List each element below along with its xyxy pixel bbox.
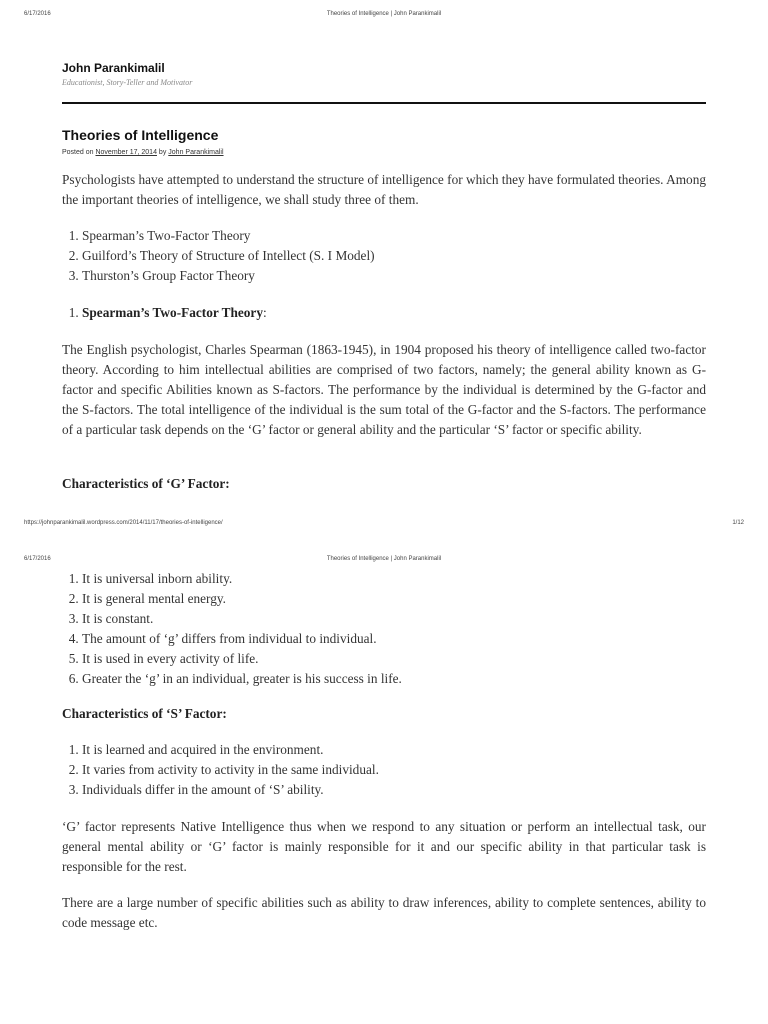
list-item: 2. It is general mental energy. bbox=[82, 589, 706, 609]
specific-block bbox=[62, 893, 706, 933]
section1-heading-block bbox=[62, 303, 706, 323]
section1-body-block bbox=[62, 340, 706, 440]
heading-colon: : bbox=[262, 305, 267, 320]
post-title: Theories of Intelligence bbox=[62, 127, 219, 143]
print-date: 6/17/2016 bbox=[24, 556, 51, 562]
section-heading: Spearman’s Two-Factor Theory bbox=[82, 305, 263, 320]
intro-block bbox=[62, 170, 706, 210]
post-author-link[interactable]: John Parankimalil bbox=[168, 149, 224, 156]
theories-list bbox=[62, 226, 706, 286]
list-item: 6. Greater the ‘g’ in an individual, greater is his success in life. bbox=[82, 669, 706, 689]
meta-prefix: Posted on bbox=[62, 149, 94, 156]
list-item: 3. Individuals differ in the amount of ‘S’ ability. bbox=[82, 780, 706, 800]
section1-paragraph: The English psychologist, Charles Spearman (1863-1945), in 1904 proposed his theory of intelligence called two-factor theory. According to him intellectual abilities are comprised of two factors, namely; the general ability known as G-factor and specific Abilities known as S-factors. The performance by the individual is determined by the G-factor and the S-factors. The total intelligence of the individual is the sum total of the G-factor and the S-factors. The performance of a particular task depends on the ‘G’ factor or general ability and the particular ‘S’ factor or specific ability. bbox=[62, 342, 706, 437]
post-date-link[interactable]: November 17, 2014 bbox=[95, 149, 157, 156]
post-meta bbox=[62, 149, 224, 156]
list-item: 1. It is universal inborn ability. bbox=[82, 569, 706, 589]
native-block bbox=[62, 817, 706, 877]
meta-by: by bbox=[158, 149, 167, 156]
list-item: 3. It is constant. bbox=[82, 609, 706, 629]
print-url: https://johnparankimalil.wordpress.com/2014/11/17/theories-of-intelligence/ bbox=[24, 520, 223, 526]
s-items-block bbox=[62, 740, 706, 800]
g-items-block bbox=[62, 569, 706, 689]
list-item: 3. Thurston’s Group Factor Theory bbox=[82, 266, 706, 286]
site-title[interactable]: John Parankimalil bbox=[62, 61, 165, 75]
print-title: Theories of Intelligence | John Parankimalil bbox=[326, 11, 442, 17]
s-factor-list bbox=[62, 740, 706, 800]
list-item: 1. Spearman’s Two-Factor Theory bbox=[82, 226, 706, 246]
section-heading-list bbox=[62, 303, 706, 323]
print-date: 6/17/2016 bbox=[24, 11, 51, 17]
print-page-number: 1/12 bbox=[732, 520, 744, 526]
print-title: Theories of Intelligence | John Parankimalil bbox=[326, 556, 442, 562]
specific-abilities-paragraph: There are a large number of specific abilities such as ability to draw inferences, ability to complete sentences, ability to code message etc. bbox=[62, 895, 706, 930]
native-intelligence-paragraph: ‘G’ factor represents Native Intelligence thus when we respond to any situation or perform an intellectual task, our general mental ability or ‘G’ factor is mainly responsible for it and our specific ability in that particular task is responsible for the rest. bbox=[62, 819, 706, 874]
g-heading-block bbox=[62, 474, 706, 494]
list-item: 5. It is used in every activity of life. bbox=[82, 649, 706, 669]
header-divider bbox=[62, 102, 706, 104]
list-item: 2. Guilford’s Theory of Structure of Intellect (S. I Model) bbox=[82, 246, 706, 266]
s-heading-block bbox=[62, 704, 706, 724]
g-factor-list bbox=[62, 569, 706, 689]
list-item: 2. It varies from activity to activity in the same individual. bbox=[82, 760, 706, 780]
list-item: 1. It is learned and acquired in the environment. bbox=[82, 740, 706, 760]
s-factor-heading: Characteristics of ‘S’ Factor: bbox=[62, 706, 227, 721]
intro-paragraph: Psychologists have attempted to understand the structure of intelligence for which they have formulated theories. Among the important theories of intelligence, we shall study three of them. bbox=[62, 172, 706, 207]
list-item: 4. The amount of ‘g’ differs from individual to individual. bbox=[82, 629, 706, 649]
list-item bbox=[82, 303, 706, 323]
theories-block bbox=[62, 226, 706, 286]
site-description: Educationist, Story-Teller and Motivator bbox=[62, 78, 193, 87]
g-factor-heading: Characteristics of ‘G’ Factor: bbox=[62, 476, 230, 491]
